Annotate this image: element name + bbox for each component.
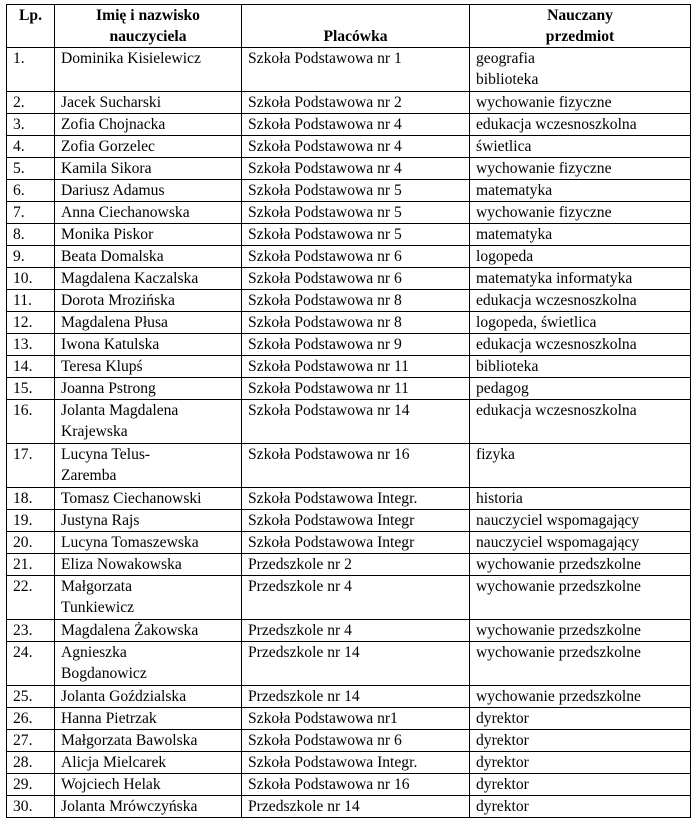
cell-name: Beata Domalska (55, 246, 242, 268)
cell-lp: 4. (7, 136, 55, 158)
table-row (7, 290, 691, 312)
cell-subject: pedagog (470, 378, 691, 400)
cell-lp: 23. (7, 620, 55, 642)
cell-lp: 30. (7, 796, 55, 818)
header-place: Placówka (242, 5, 470, 48)
cell-place: Szkoła Podstawowa nr 4 (242, 158, 470, 180)
cell-subject: historia (470, 488, 691, 510)
table-row (7, 202, 691, 224)
cell-name: Małgorzata Bawolska (55, 730, 242, 752)
table-row (7, 378, 691, 400)
cell-place: Szkoła Podstawowa nr 6 (242, 268, 470, 290)
cell-lp: 24. (7, 642, 55, 686)
header-lp: Lp. (7, 5, 55, 48)
cell-lp: 1. (7, 48, 55, 92)
cell-subject: edukacja wczesnoszkolna (470, 290, 691, 312)
cell-lp: 22. (7, 576, 55, 620)
cell-subject: matematyka (470, 180, 691, 202)
cell-name: Jacek Sucharski (55, 92, 242, 114)
cell-place: Szkoła Podstawowa nr 6 (242, 730, 470, 752)
cell-lp: 10. (7, 268, 55, 290)
cell-place: Szkoła Podstawowa nr 5 (242, 180, 470, 202)
table-row (7, 356, 691, 378)
cell-name: Lucyna Tomaszewska (55, 532, 242, 554)
table-body (7, 48, 691, 818)
cell-place: Przedszkole nr 4 (242, 576, 470, 620)
cell-name: Magdalena Żakowska (55, 620, 242, 642)
cell-name: Zofia Chojnacka (55, 114, 242, 136)
table-row (7, 752, 691, 774)
cell-place: Szkoła Podstawowa Integr (242, 532, 470, 554)
cell-place: Przedszkole nr 4 (242, 620, 470, 642)
cell-lp: 13. (7, 334, 55, 356)
table-row (7, 180, 691, 202)
table-row (7, 642, 691, 686)
cell-lp: 18. (7, 488, 55, 510)
cell-subject: wychowanie przedszkolne (470, 642, 691, 686)
cell-subject: edukacja wczesnoszkolna (470, 400, 691, 444)
cell-subject: świetlica (470, 136, 691, 158)
cell-name: Dorota Mrozińska (55, 290, 242, 312)
header-subject: Nauczany przedmiot (470, 5, 691, 48)
cell-place: Szkoła Podstawowa nr 8 (242, 312, 470, 334)
cell-name: Jolanta Goździalska (55, 686, 242, 708)
table-row (7, 136, 691, 158)
cell-place: Przedszkole nr 14 (242, 796, 470, 818)
cell-lp: 26. (7, 708, 55, 730)
cell-place: Szkoła Podstawowa nr 4 (242, 114, 470, 136)
cell-subject: dyrektor (470, 752, 691, 774)
cell-name: Iwona Katulska (55, 334, 242, 356)
table-row (7, 268, 691, 290)
table-row (7, 246, 691, 268)
cell-subject: fizyka (470, 444, 691, 488)
cell-place: Przedszkole nr 14 (242, 642, 470, 686)
cell-name: Dominika Kisielewicz (55, 48, 242, 92)
cell-lp: 28. (7, 752, 55, 774)
cell-place: Szkoła Podstawowa Integr. (242, 488, 470, 510)
cell-subject: logopeda (470, 246, 691, 268)
table-row (7, 92, 691, 114)
cell-lp: 3. (7, 114, 55, 136)
cell-name: Jolanta Magdalena Krajewska (55, 400, 242, 444)
table-row (7, 224, 691, 246)
cell-subject: wychowanie fizyczne (470, 158, 691, 180)
cell-name: Joanna Pstrong (55, 378, 242, 400)
cell-lp: 9. (7, 246, 55, 268)
cell-lp: 29. (7, 774, 55, 796)
cell-name: Lucyna Telus- Zaremba (55, 444, 242, 488)
cell-subject: edukacja wczesnoszkolna (470, 334, 691, 356)
table-row (7, 730, 691, 752)
table-row (7, 532, 691, 554)
cell-lp: 8. (7, 224, 55, 246)
cell-name: Zofia Gorzelec (55, 136, 242, 158)
cell-lp: 6. (7, 180, 55, 202)
table-row (7, 620, 691, 642)
cell-place: Szkoła Podstawowa Integr (242, 510, 470, 532)
table-row (7, 312, 691, 334)
table-row (7, 774, 691, 796)
cell-place: Szkoła Podstawowa nr 16 (242, 444, 470, 488)
cell-subject: matematyka (470, 224, 691, 246)
cell-place: Szkoła Podstawowa nr 11 (242, 356, 470, 378)
cell-subject: matematyka informatyka (470, 268, 691, 290)
cell-place: Szkoła Podstawowa nr 14 (242, 400, 470, 444)
cell-name: Teresa Klupś (55, 356, 242, 378)
cell-subject: wychowanie przedszkolne (470, 620, 691, 642)
cell-lp: 16. (7, 400, 55, 444)
cell-place: Szkoła Podstawowa nr 6 (242, 246, 470, 268)
cell-name: Eliza Nowakowska (55, 554, 242, 576)
cell-place: Przedszkole nr 14 (242, 686, 470, 708)
cell-name: Dariusz Adamus (55, 180, 242, 202)
cell-lp: 27. (7, 730, 55, 752)
cell-subject: nauczyciel wspomagający (470, 510, 691, 532)
cell-lp: 7. (7, 202, 55, 224)
cell-name: Kamila Sikora (55, 158, 242, 180)
cell-place: Szkoła Podstawowa nr 5 (242, 224, 470, 246)
cell-name: Magdalena Płusa (55, 312, 242, 334)
cell-subject: nauczyciel wspomagający (470, 532, 691, 554)
table-row (7, 488, 691, 510)
table-row (7, 334, 691, 356)
table-row (7, 708, 691, 730)
cell-lp: 2. (7, 92, 55, 114)
cell-lp: 25. (7, 686, 55, 708)
teachers-table (6, 4, 691, 818)
table-row (7, 114, 691, 136)
cell-subject: logopeda, świetlica (470, 312, 691, 334)
table-row (7, 576, 691, 620)
cell-subject: wychowanie przedszkolne (470, 576, 691, 620)
cell-lp: 21. (7, 554, 55, 576)
cell-place: Szkoła Podstawowa Integr. (242, 752, 470, 774)
cell-subject: wychowanie fizyczne (470, 202, 691, 224)
cell-lp: 5. (7, 158, 55, 180)
cell-lp: 11. (7, 290, 55, 312)
cell-subject: wychowanie przedszkolne (470, 686, 691, 708)
cell-lp: 14. (7, 356, 55, 378)
table-row (7, 444, 691, 488)
cell-subject: geografia biblioteka (470, 48, 691, 92)
cell-name: Hanna Pietrzak (55, 708, 242, 730)
cell-place: Szkoła Podstawowa nr 2 (242, 92, 470, 114)
cell-place: Szkoła Podstawowa nr 9 (242, 334, 470, 356)
cell-lp: 12. (7, 312, 55, 334)
cell-lp: 15. (7, 378, 55, 400)
cell-place: Szkoła Podstawowa nr 4 (242, 136, 470, 158)
cell-lp: 19. (7, 510, 55, 532)
cell-name: Alicja Mielcarek (55, 752, 242, 774)
cell-subject: wychowanie przedszkolne (470, 554, 691, 576)
cell-subject: dyrektor (470, 796, 691, 818)
table-row (7, 510, 691, 532)
cell-name: Justyna Rajs (55, 510, 242, 532)
cell-name: Anna Ciechanowska (55, 202, 242, 224)
cell-subject: dyrektor (470, 730, 691, 752)
cell-subject: edukacja wczesnoszkolna (470, 114, 691, 136)
cell-lp: 17. (7, 444, 55, 488)
cell-name: Wojciech Helak (55, 774, 242, 796)
table-header-row (7, 5, 691, 48)
cell-lp: 20. (7, 532, 55, 554)
cell-name: Małgorzata Tunkiewicz (55, 576, 242, 620)
cell-subject: biblioteka (470, 356, 691, 378)
cell-place: Przedszkole nr 2 (242, 554, 470, 576)
cell-subject: dyrektor (470, 708, 691, 730)
cell-subject: wychowanie fizyczne (470, 92, 691, 114)
cell-name: Agnieszka Bogdanowicz (55, 642, 242, 686)
cell-place: Szkoła Podstawowa nr 8 (242, 290, 470, 312)
table-row (7, 554, 691, 576)
cell-place: Szkoła Podstawowa nr 11 (242, 378, 470, 400)
cell-subject: dyrektor (470, 774, 691, 796)
cell-place: Szkoła Podstawowa nr 16 (242, 774, 470, 796)
table-row (7, 48, 691, 92)
cell-name: Tomasz Ciechanowski (55, 488, 242, 510)
header-name: Imię i nazwisko nauczyciela (55, 5, 242, 48)
cell-name: Magdalena Kaczalska (55, 268, 242, 290)
table-row (7, 796, 691, 818)
table-row (7, 158, 691, 180)
cell-name: Jolanta Mrówczyńska (55, 796, 242, 818)
cell-name: Monika Piskor (55, 224, 242, 246)
cell-place: Szkoła Podstawowa nr 1 (242, 48, 470, 92)
cell-place: Szkoła Podstawowa nr1 (242, 708, 470, 730)
cell-place: Szkoła Podstawowa nr 5 (242, 202, 470, 224)
table-row (7, 686, 691, 708)
table-row (7, 400, 691, 444)
